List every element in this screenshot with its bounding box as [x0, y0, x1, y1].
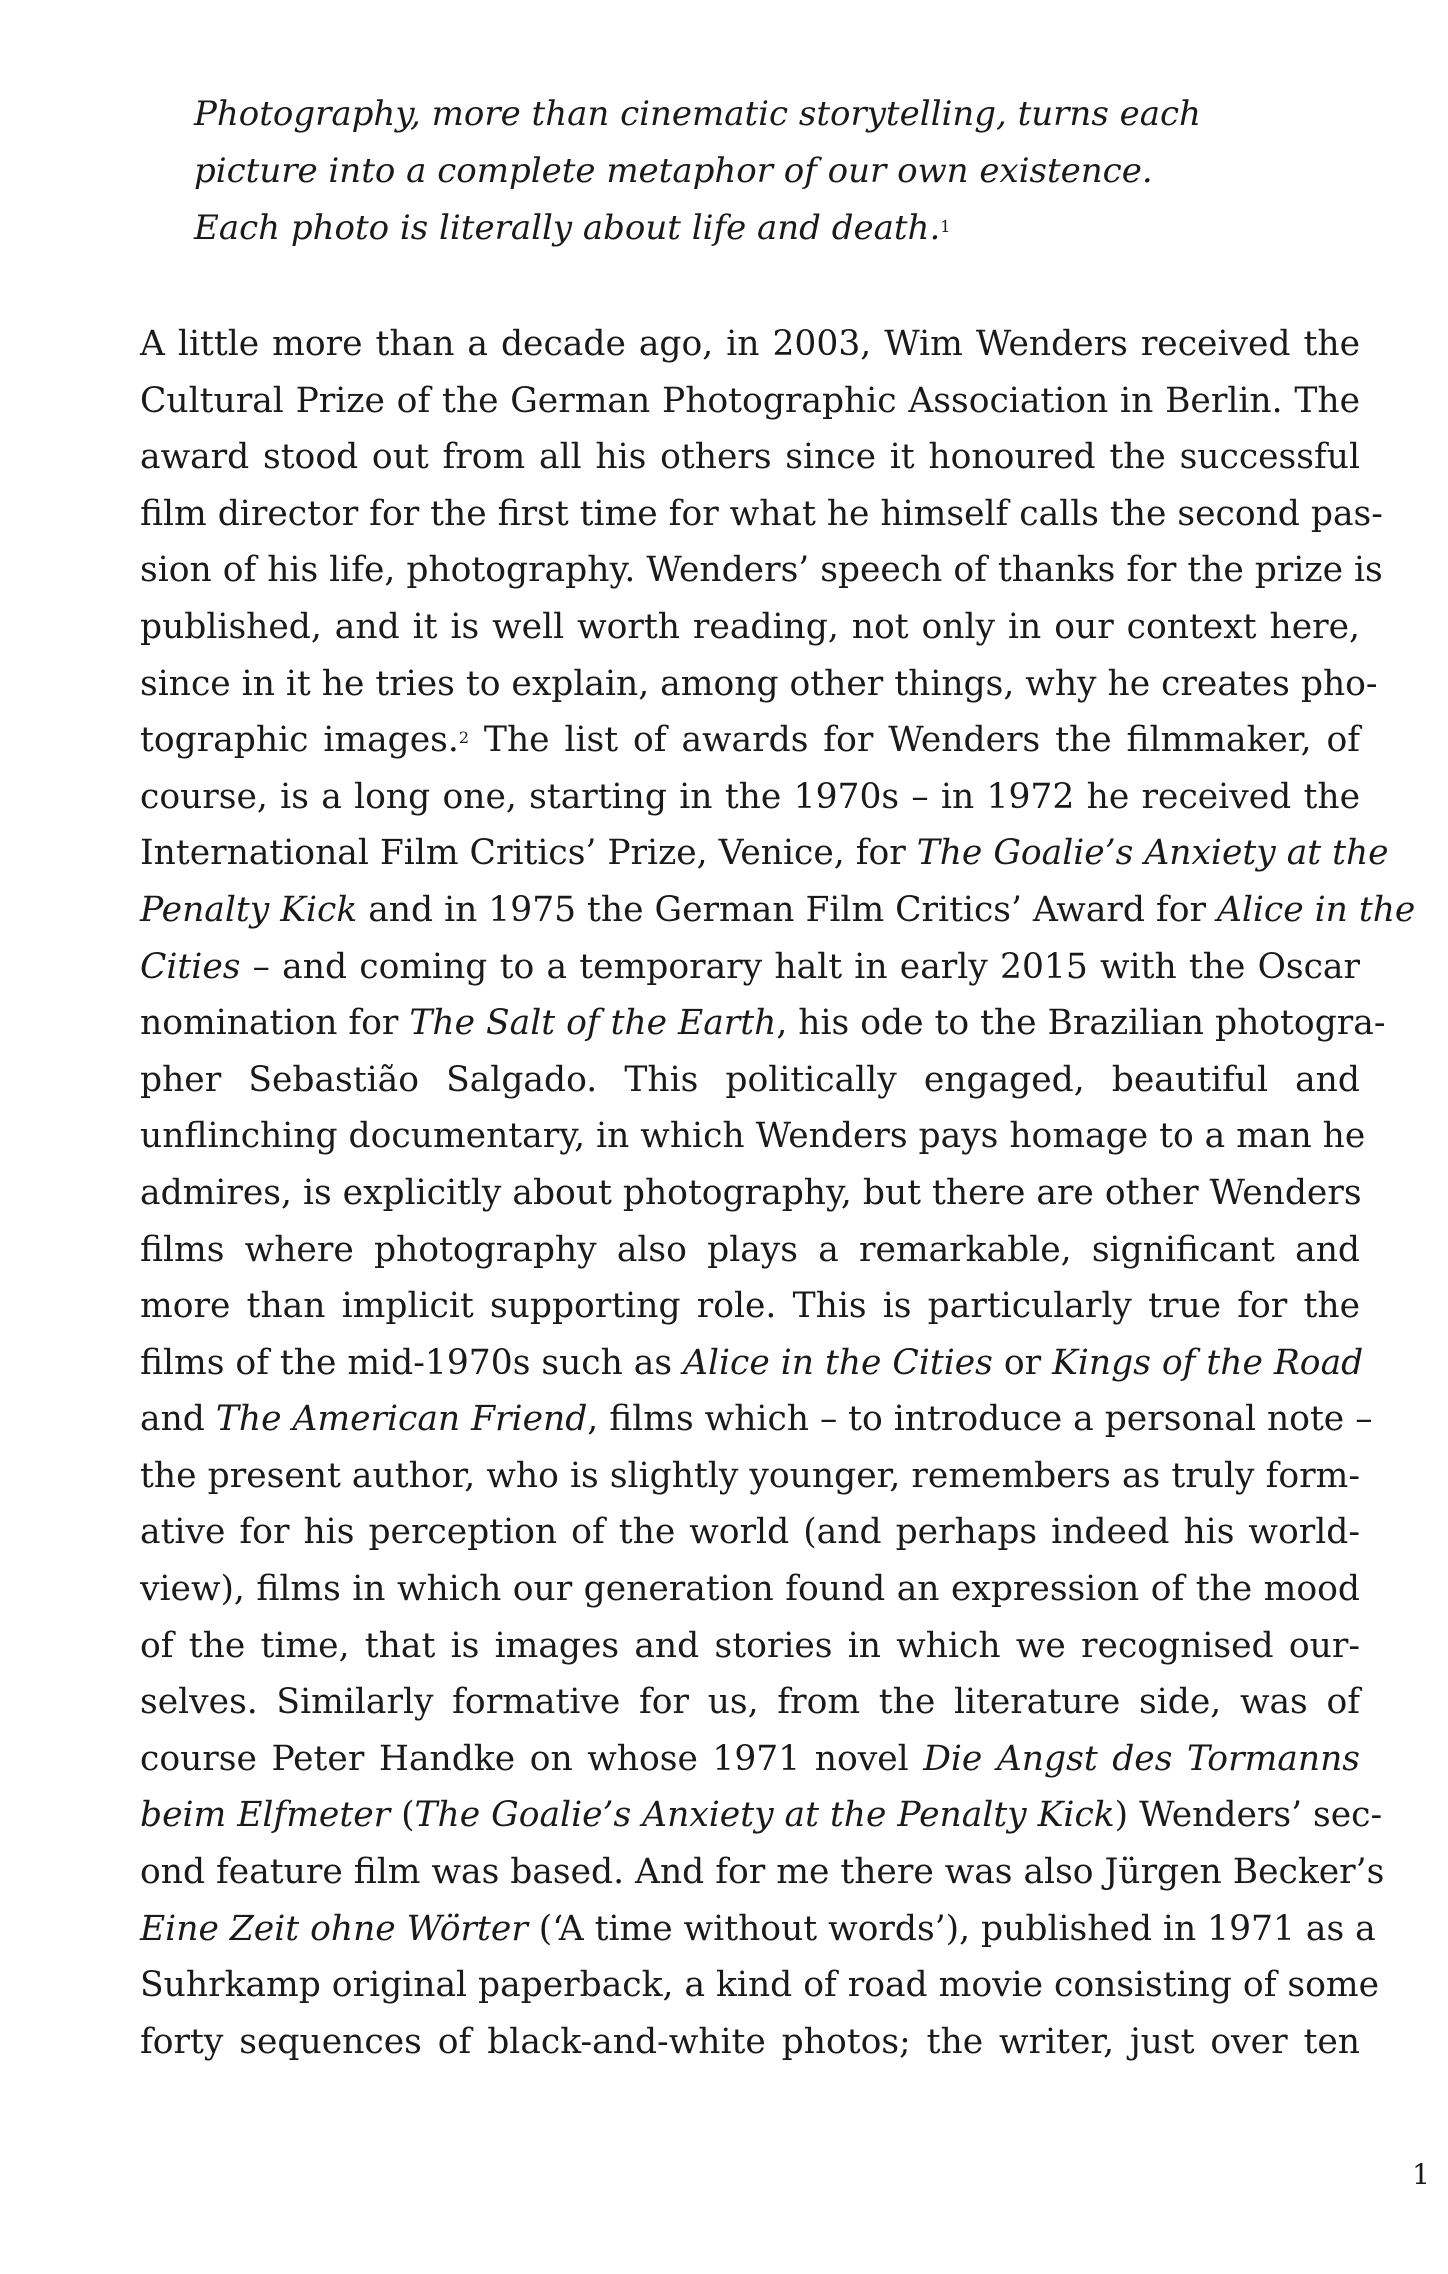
text-line: Cities – and coming to a temporary halt in early 2015 with the Oscar	[140, 946, 1360, 987]
text-line: sion of his life, photography. Wenders’ speech of thanks for the prize is	[140, 550, 1383, 591]
text-line: Suhrkamp original paperback, a kind of road movie consisting of some	[140, 1965, 1380, 2006]
epigraph	[194, 86, 1234, 257]
text-line: pher Sebastião Salgado. This politically engaged, beautiful and	[140, 1059, 1360, 1100]
film-title: Alice in the Cities	[683, 1342, 993, 1383]
text-line: more than implicit supporting role. This is particularly true for the	[140, 1286, 1360, 1327]
film-title: Alice in the	[1216, 889, 1416, 930]
book-title: Eine Zeit ohne Wörter	[140, 1908, 528, 1949]
text-line: award stood out from all his others since it honoured the successful	[140, 437, 1360, 478]
text-line: Cultural Prize of the German Photographic Association in Berlin. The	[140, 380, 1360, 421]
film-title: Cities	[140, 946, 241, 987]
text-line: Penalty Kick and in 1975 the German Film Critics’ Award for Alice in the	[140, 889, 1416, 930]
text-line: of the time, that is images and stories in which we recognised our-	[140, 1625, 1360, 1666]
page-number: 1	[1412, 2158, 1430, 2191]
film-title: The American Friend	[215, 1399, 588, 1440]
book-title: Die Angst des Tormanns	[923, 1738, 1360, 1779]
text-line: nomination for The Salt of the Earth, his ode to the Brazilian photogra-	[140, 1003, 1386, 1044]
text-line: films of the mid-1970s such as Alice in the Cities or Kings of the Road	[140, 1342, 1364, 1383]
film-title: The Salt of the Earth	[409, 1003, 777, 1044]
footnote-ref[interactable]: 1	[940, 217, 951, 236]
text-line: course, is a long one, starting in the 1970s – in 1972 he received the	[140, 776, 1360, 817]
text-line: A little more than a decade ago, in 2003, Wim Wenders received the	[140, 324, 1360, 364]
text-line: films where photography also plays a remarkable, significant and	[140, 1229, 1360, 1270]
film-title: The Goalie’s Anxiety at the Penalty Kick	[414, 1795, 1115, 1836]
film-title: Kings of the Road	[1052, 1342, 1364, 1383]
text-line: film director for the first time for what he himself calls the second pas-	[140, 493, 1383, 534]
text-line: since in it he tries to explain, among other things, why he creates pho-	[140, 663, 1378, 704]
text-line: selves. Similarly formative for us, from the literature side, was of	[140, 1682, 1360, 1723]
text-line: admires, is explicitly about photography, but there are other Wenders	[140, 1172, 1362, 1213]
body-paragraph	[140, 316, 1416, 2070]
text-line: view), films in which our generation found an expression of the mood	[140, 1569, 1360, 1610]
film-title: Penalty Kick	[140, 889, 358, 930]
text-line: published, and it is well worth reading, not only in our context here,	[140, 606, 1360, 647]
footnote-ref[interactable]: 2	[458, 728, 470, 748]
text-line: International Film Critics’ Prize, Venice, for The Goalie’s Anxiety at the	[140, 833, 1389, 874]
text-line: forty sequences of black-and-white photos; the writer, just over ten	[140, 2021, 1360, 2062]
text-line: course Peter Handke on whose 1971 novel Die Angst des Tormanns	[140, 1738, 1360, 1779]
text-line: and The American Friend, films which – to introduce a personal note –	[140, 1399, 1373, 1440]
book-title: beim Elfmeter	[140, 1795, 391, 1836]
film-title: The Goalie’s Anxiety at the	[916, 833, 1389, 874]
epigraph-line: Photography, more than cinematic storytelling, turns each	[194, 94, 1201, 134]
epigraph-line: Each photo is literally about life and death.$^1$	[194, 208, 951, 248]
text-line: unflinching documentary, in which Wenders pays homage to a man he	[140, 1116, 1366, 1157]
epigraph-line: picture into a complete metaphor of our own existence.	[194, 151, 1153, 191]
text-line: tographic images.$^2$ The list of awards for Wenders the filmmaker, of	[140, 720, 1361, 761]
text-line: ative for his perception of the world (and perhaps indeed his world-	[140, 1512, 1360, 1553]
text-line: Eine Zeit ohne Wörter (‘A time without words’), published in 1971 as a	[140, 1908, 1376, 1949]
text-line: the present author, who is slightly younger, remembers as truly form-	[140, 1455, 1360, 1496]
text-line: beim Elfmeter (The Goalie’s Anxiety at the Penalty Kick) Wenders’ sec-	[140, 1795, 1383, 1836]
text-line: ond feature film was based. And for me there was also Jürgen Becker’s	[140, 1852, 1385, 1893]
